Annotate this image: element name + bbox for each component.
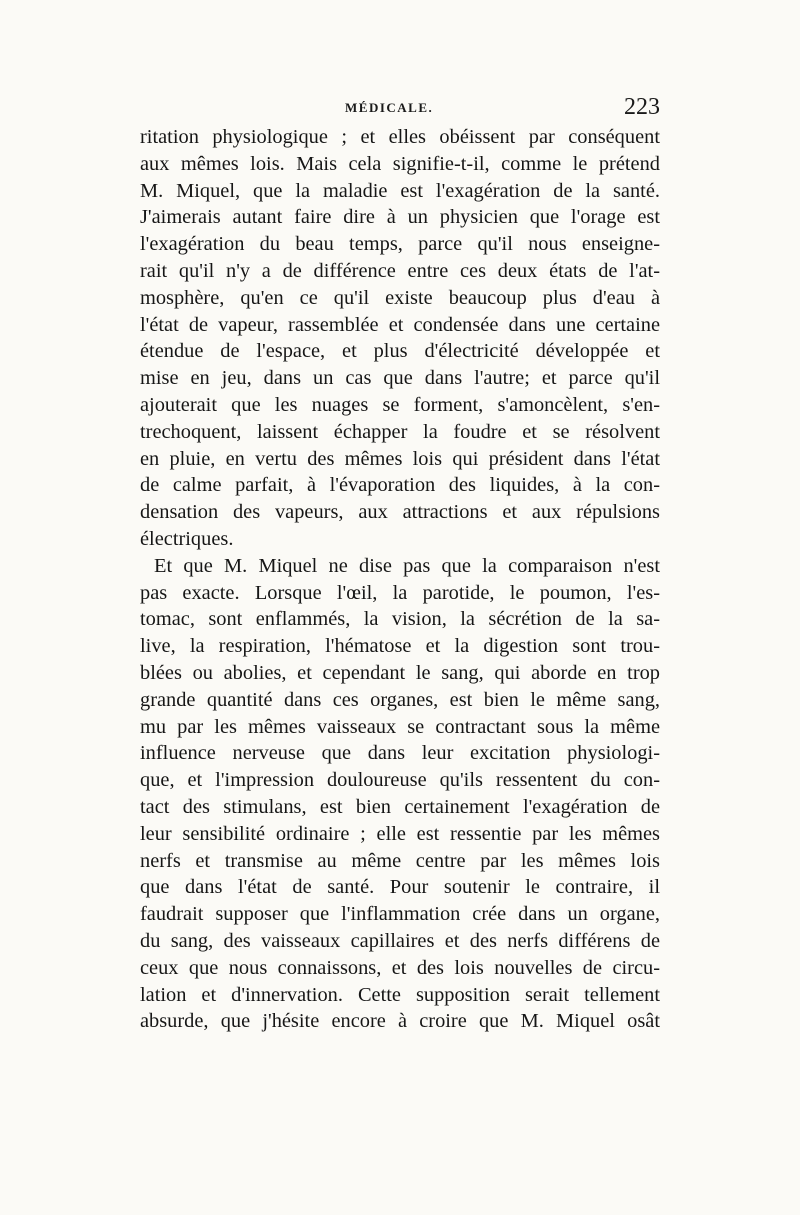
text-line: l'exagération du beau temps, parce qu'il nous enseigne-: [140, 233, 660, 256]
text-line: leur sensibilité ordinaire ; elle est ressentie par les mêmes: [140, 822, 660, 845]
text-line: trechoquent, laissent échapper la foudre et se résolvent: [140, 420, 660, 443]
text-line: blées ou abolies, et cependant le sang, qui aborde en trop: [140, 661, 660, 684]
text-line: que, et l'impression douloureuse qu'ils ressentent du con-: [140, 769, 660, 792]
text-line: nerfs et transmise au même centre par les mêmes lois: [140, 849, 660, 872]
running-head: [140, 92, 660, 122]
text-line: grande quantité dans ces organes, est bien le même sang,: [140, 688, 660, 711]
text-line: aux mêmes lois. Mais cela signifie-t-il, comme le prétend: [140, 152, 660, 175]
text-line: tomac, sont enflammés, la vision, la sécrétion de la sa-: [140, 608, 660, 631]
text-line: étendue de l'espace, et plus d'électricité développée et: [140, 340, 660, 363]
text-line: mise en jeu, dans un cas que dans l'autre; et parce qu'il: [140, 367, 660, 390]
text-line: électriques.: [140, 527, 234, 550]
text-line: M. Miquel, que la maladie est l'exagération de la santé.: [140, 179, 660, 202]
text-line: J'aimerais autant faire dire à un physicien que l'orage est: [140, 206, 660, 229]
body-text: [140, 124, 660, 1035]
text-line: Et que M. Miquel ne dise pas que la comparaison n'est: [154, 554, 660, 577]
text-line: ritation physiologique ; et elles obéissent par conséquent: [140, 126, 660, 148]
text-line: densation des vapeurs, aux attractions et aux répulsions: [140, 501, 660, 524]
text-line: pas exacte. Lorsque l'œil, la parotide, le poumon, l'es-: [140, 581, 660, 604]
text-line: en pluie, en vertu des mêmes lois qui président dans l'état: [140, 447, 660, 470]
text-line: ceux que nous connaissons, et des lois nouvelles de circu-: [140, 956, 660, 979]
text-line: absurde, que j'hésite encore à croire que M. Miquel osât: [140, 1010, 660, 1033]
text-line: tact des stimulans, est bien certainement l'exagération de: [140, 795, 660, 818]
text-line: lation et d'innervation. Cette supposition serait tellement: [140, 983, 660, 1006]
text-line: mu par les mêmes vaisseaux se contractant sous la même: [140, 715, 660, 738]
text-line: rait qu'il n'y a de différence entre ces deux états de l'at-: [140, 259, 660, 282]
text-line: faudrait supposer que l'inflammation crée dans un organe,: [140, 903, 660, 926]
text-line: du sang, des vaisseaux capillaires et des nerfs différens de: [140, 929, 660, 952]
page-number: 223: [624, 94, 660, 120]
text-line: influence nerveuse que dans leur excitation physiologi-: [140, 742, 660, 765]
text-line: mosphère, qu'en ce qu'il existe beaucoup plus d'eau à: [140, 286, 660, 309]
text-line: live, la respiration, l'hématose et la digestion sont trou-: [140, 635, 660, 658]
text-line: de calme parfait, à l'évaporation des liquides, à la con-: [140, 474, 660, 497]
running-title: MÉDICALE.: [345, 100, 434, 115]
text-line: l'état de vapeur, rassemblée et condensée dans une certaine: [140, 313, 660, 336]
text-line: ajouterait que les nuages se forment, s'amoncèlent, s'en-: [140, 393, 660, 416]
text-line: que dans l'état de santé. Pour soutenir le contraire, il: [140, 876, 660, 899]
